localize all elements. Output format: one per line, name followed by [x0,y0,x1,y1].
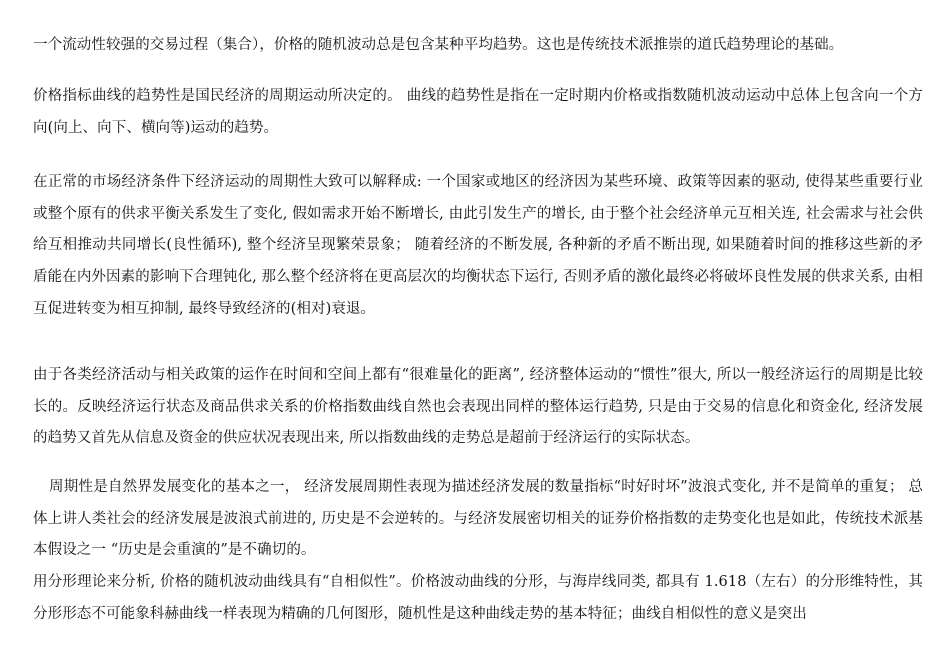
paragraph-average-trend: 一个流动性较强的交易过程（集合），价格的随机波动总是包含某种平均趋势。这也是传统技术派推崇的道氏趋势理论的基础。 [33,37,844,53]
paragraph-trend-definition: 价格指标曲线的趋势性是国民经济的周期运动所决定的。 曲线的趋势性是指在一定时期内价格或指数随机波动运动中总体上包含向一个方向(向上、向下、横向等)运动的趋势。 [33,88,923,136]
paragraph-fractal-analysis: 用分形理论来分析, 价格的随机波动曲线具有“自相似性”。价格波动曲线的分形，与海岸线同类, 都具有 1.618（左右）的分形维特性，其分形形态不可能象科赫曲线一样表现为精确的几何图形，随机性是这种曲线走势的基本特征；曲线自相似性的意义是突出 [33,574,923,622]
paragraph-economic-cycle: 在正常的市场经济条件下经济运动的周期性大致可以解释成: 一个国家或地区的经济因为某些环境、政策等因素的驱动, 使得某些重要行业或整个原有的供求平衡关系发生了变化, 假如需求开始不断增长, 由此引发生产的增长, 由于整个社会经济单元互相关连, 社会需求与社会供给互相推动共同增长(良性循环), 整个经济呈现繁荣景象； 随着经济的不断发展, 各种新的矛盾不断出现, 如果随着时间的推移这些新的矛盾能在内外因素的影响下合理钝化, 那么整个经济将在更高层次的均衡状态下运行, 否则矛盾的激化最终必将破坏良性发展的供求关系, 由相互促进转变为相互抑制, 最终导致经济的(相对)衰退。 [33,174,923,317]
paragraph-periodicity: 周期性是自然界发展变化的基本之一， 经济发展周期性表现为描述经济发展的数量指标“时好时坏”波浪式变化, 并不是简单的重复； 总体上讲人类社会的经济发展是波浪式前进的, 历史是不会逆转的。与经济发展密切相关的证券价格指数的走势变化也是如此，传统技术派基本假设之一 “历史是会重演的”是不确切的。 [33,479,923,559]
paragraph-cycle-inertia: 由于各类经济活动与相关政策的运作在时间和空间上都有“很难量化的距离”, 经济整体运动的“惯性”很大, 所以一般经济运行的周期是比较长的。反映经济运行状态及商品供求关系的价格指数曲线自然也会表现出同样的整体运行趋势, 只是由于交易的信息化和资金化, 经济发展的趋势又首先从信息及资金的供应状况表现出来, 所以指数曲线的走势总是超前于经济运行的实际状态。 [33,367,923,447]
